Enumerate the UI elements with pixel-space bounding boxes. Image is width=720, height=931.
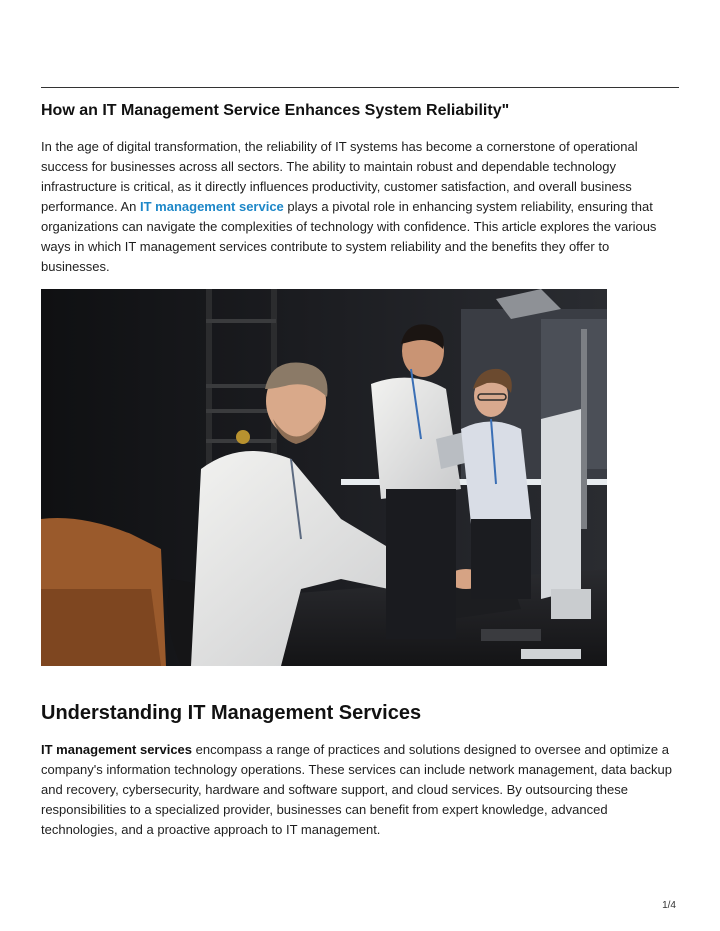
intro-text-before-link: In the age of digital transformation, the reliability of IT systems has become a cornerstone of operational success for businesses across all sectors. The ability to maintain robust and dependable technology infrastructure is critical, as it directly influences productivity, customer satisfaction, and overall business performance. An <box>41 139 638 214</box>
intro-text-after-link: plays a pivotal role in enhancing system reliability, ensuring that organizations can navigate the complexities of technology with confidence. This article explores the various ways in which IT management services contribute to system reliability and the benefits they offer to businesses. <box>41 199 657 274</box>
office-photo <box>41 289 607 666</box>
section-heading: Understanding IT Management Services <box>41 702 422 724</box>
section-lead-bold: IT management services <box>41 742 193 757</box>
section-paragraph <box>41 740 681 840</box>
page-number: 1/4 <box>662 900 676 911</box>
top-divider <box>41 87 679 88</box>
office-photo-illustration <box>41 289 607 666</box>
section-body-text: encompass a range of practices and solutions designed to oversee and optimize a company's information technology operations. These services can include network management, data backup and recovery, cybersecurity, hardware and software support, and cloud services. By outsourcing these responsibilities to a specialized provider, businesses can benefit from expert knowledge, advanced technologies, and a proactive approach to IT management. <box>41 742 672 837</box>
article-title: How an IT Management Service Enhances System Reliability" <box>41 102 510 119</box>
intro-paragraph <box>41 137 681 277</box>
it-management-service-link[interactable]: IT management service <box>140 199 284 214</box>
